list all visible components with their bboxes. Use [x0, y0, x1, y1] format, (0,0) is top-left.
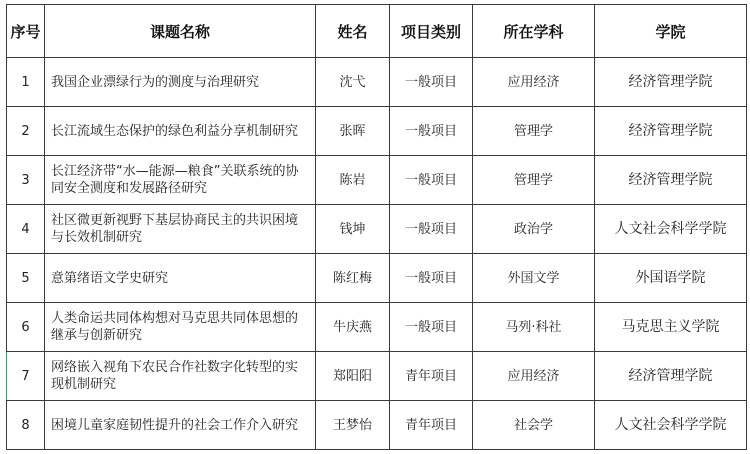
- row-category: 一般项目: [390, 107, 473, 156]
- row-title: 困境儿童家庭韧性提升的社会工作介入研究: [45, 401, 316, 450]
- header-college: 学院: [595, 5, 747, 58]
- row-category: 一般项目: [390, 205, 473, 254]
- row-category: 一般项目: [390, 156, 473, 205]
- row-category: 青年项目: [390, 401, 473, 450]
- row-college: 经济管理学院: [595, 107, 747, 156]
- table-header-row: [7, 5, 747, 58]
- table-row: [7, 352, 747, 401]
- header-category: 项目类别: [390, 5, 473, 58]
- row-college: 经济管理学院: [595, 58, 747, 107]
- row-name: 陈红梅: [316, 254, 390, 303]
- row-name: 郑阳阳: [316, 352, 390, 401]
- header-idx: 序号: [7, 5, 45, 58]
- project-table: [6, 4, 747, 450]
- row-college: 经济管理学院: [595, 352, 747, 401]
- header-title: 课题名称: [45, 5, 316, 58]
- row-college: 人文社会科学学院: [595, 205, 747, 254]
- row-college: 人文社会科学学院: [595, 401, 747, 450]
- row-name: 沈弋: [316, 58, 390, 107]
- row-college: 马克思主义学院: [595, 303, 747, 352]
- table-row: [7, 58, 747, 107]
- row-discipline: 管理学: [473, 107, 595, 156]
- row-discipline: 社会学: [473, 401, 595, 450]
- row-title: 长江流域生态保护的绿色利益分享机制研究: [45, 107, 316, 156]
- row-idx: 7: [7, 352, 45, 401]
- table-row: [7, 254, 747, 303]
- row-idx: 5: [7, 254, 45, 303]
- row-idx: 3: [7, 156, 45, 205]
- row-name: 钱坤: [316, 205, 390, 254]
- row-title: 意第绪语文学史研究: [45, 254, 316, 303]
- row-college: 外国语学院: [595, 254, 747, 303]
- row-idx: 2: [7, 107, 45, 156]
- row-college: 经济管理学院: [595, 156, 747, 205]
- row-name: 陈岩: [316, 156, 390, 205]
- row-category: 一般项目: [390, 254, 473, 303]
- row-name: 牛庆燕: [316, 303, 390, 352]
- row-discipline: 应用经济: [473, 58, 595, 107]
- row-discipline: 管理学: [473, 156, 595, 205]
- row-category: 一般项目: [390, 58, 473, 107]
- row-idx: 4: [7, 205, 45, 254]
- row-name: 王梦怡: [316, 401, 390, 450]
- row-title: 社区微更新视野下基层协商民主的共识困境与长效机制研究: [45, 205, 316, 254]
- table-row: [7, 107, 747, 156]
- row-title: 长江经济带“水—能源—粮食”关联系统的协同安全测度和发展路径研究: [45, 156, 316, 205]
- row-discipline: 政治学: [473, 205, 595, 254]
- row-idx: 6: [7, 303, 45, 352]
- row-title: 我国企业漂绿行为的测度与治理研究: [45, 58, 316, 107]
- row-title: 人类命运共同体构想对马克思共同体思想的继承与创新研究: [45, 303, 316, 352]
- table-row: [7, 156, 747, 205]
- row-category: 青年项目: [390, 352, 473, 401]
- row-idx: 1: [7, 58, 45, 107]
- row-category: 一般项目: [390, 303, 473, 352]
- table-row: [7, 303, 747, 352]
- row-name: 张晖: [316, 107, 390, 156]
- row-discipline: 外国文学: [473, 254, 595, 303]
- row-discipline: 马列·科社: [473, 303, 595, 352]
- row-idx: 8: [7, 401, 45, 450]
- row-title: 网络嵌入视角下农民合作社数字化转型的实现机制研究: [45, 352, 316, 401]
- row-discipline: 应用经济: [473, 352, 595, 401]
- header-name: 姓名: [316, 5, 390, 58]
- table-row: [7, 205, 747, 254]
- table-row: [7, 401, 747, 450]
- header-discipline: 所在学科: [473, 5, 595, 58]
